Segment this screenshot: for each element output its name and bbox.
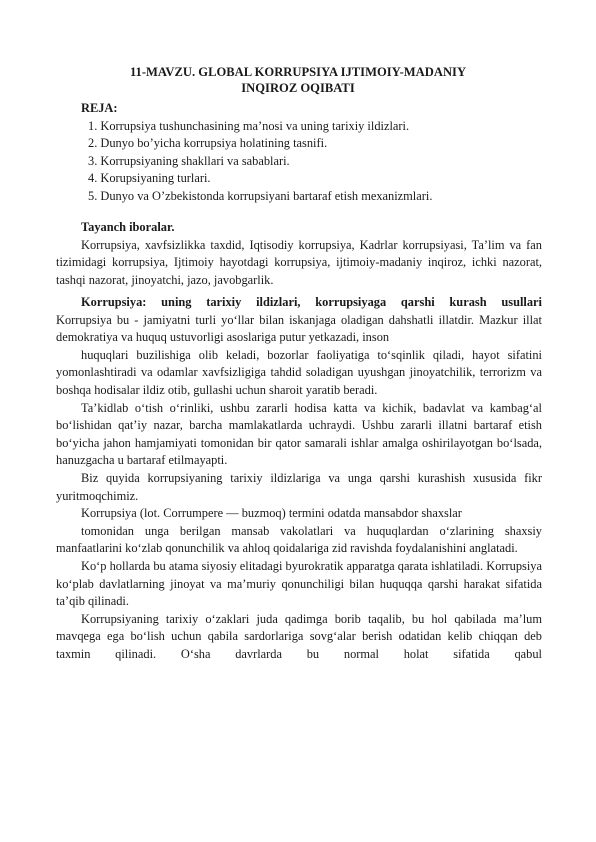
title-line-1: 11-MAVZU. GLOBAL KORRUPSIYA IJTIMOIY-MADANIY xyxy=(129,65,467,79)
keywords-text: Korrupsiya, xavfsizlikka taxdid, Iqtisodiy korrupsiya, Kadrlar korrupsiyasi, Ta’lim va fan tizimidagi korrupsiya, Ijtimoiy hayotdagi korrupsiya, ijtimoiy-madaniy inqiroz, ichki nazorat, tashqi nazorat, jinoyatchi, jazo, javobgarlik. xyxy=(56,237,542,287)
main-text xyxy=(56,294,542,663)
paragraph: Ta’kidlab o‘tish o‘rinliki, ushbu zararli hodisa katta va kichik, badavlat va kambag‘al bo‘lishidan qat’iy nazar, barcha mamlakatlarda uchraydi. Ushbu zararli illatni bartaraf etish bo‘yicha jahon hamjamiyati tomonidan bir qator samarali ishlar amalga oshirilayotgan bo‘lsada, hanuzgacha u bartaraf etilmayapti. xyxy=(56,400,542,468)
paragraph: Korrupsiyaning tarixiy o‘zaklari juda qadimga borib taqalib, bu hol qabilada ma’lum mavqega ega bo‘lish uchun qabila sardorlariga sovg‘alar berish odatidan kelib chiqqan deb taxmin qilinadi. O‘sha davrlarda bu normal holat sifatida qabul xyxy=(56,611,542,661)
paragraph: tomonidan unga berilgan mansab vakolatlari va huquqlardan o‘zlarining shaxsiy manfaatlarini ko‘zlab qonunchilik va ahloq qoidalariga zid ravishda foydalanishini anglatadi. xyxy=(56,523,542,556)
title-line-2: INQIROZ OQIBATI xyxy=(241,81,355,95)
section-heading: Korrupsiya: uning tarixiy ildizlari, korrupsiyaga qarshi kurash usullari xyxy=(81,295,542,309)
plan-item: 1. Korrupsiya tushunchasining ma’nosi va uning tarixiy ildizlari. xyxy=(88,118,410,133)
plan-item: 3. Korrupsiyaning shakllari va sabablari. xyxy=(88,153,290,168)
plan-item: 4. Korupsiyaning turlari. xyxy=(88,171,211,186)
keywords-heading: Tayanch iboralar. xyxy=(81,220,175,234)
plan-section xyxy=(56,100,542,206)
plan-item: 5. Dunyo va O’zbekistonda korrupsiyani bartaraf etish mexanizmlari. xyxy=(88,188,433,203)
paragraph: Korrupsiya (lot. Corrumpere — buzmoq) termini odatda mansabdor shaxslar xyxy=(81,506,462,521)
plan-item: 2. Dunyo bo’yicha korrupsiya holatining tasnifi. xyxy=(88,136,328,151)
document-title xyxy=(60,64,536,96)
paragraph: Biz quyida korrupsiyaning tarixiy ildizlariga va unga qarshi kurashish xususida fikr yuritmoqchimiz. xyxy=(56,470,542,503)
paragraph: Ko‘p hollarda bu atama siyosiy elitadagi byurokratik apparatga qarata ishlatiladi. Korrupsiya ko‘plab davlatlarning jinoyat va ma’muriy qonunchiligi bilan huquqqa qarshi harakat sifatida ta’qib qilinadi. xyxy=(56,558,542,609)
keywords-section xyxy=(56,219,542,289)
plan-heading: REJA: xyxy=(81,101,118,115)
paragraph: huquqlari buzilishiga olib keladi, bozorlar faoliyatiga to‘sqinlik qiladi, hayot sifatini yomonlashtiradi va odamlar xavfsizligiga tahdid soladigan uyushgan jinoyatchilik, terrorizm va boshqa hodisalar ildiz otib, gullashi uchun sharoit yaratib beradi. xyxy=(56,347,542,397)
plan-list xyxy=(56,118,542,206)
paragraph: Korrupsiya bu - jamiyatni turli yo‘llar bilan iskanjaga oladigan dahshatli illatdir. Mazkur illat demokratiya va huquq ustuvorligi asoslariga putur yetkazadi, inson xyxy=(56,312,542,345)
